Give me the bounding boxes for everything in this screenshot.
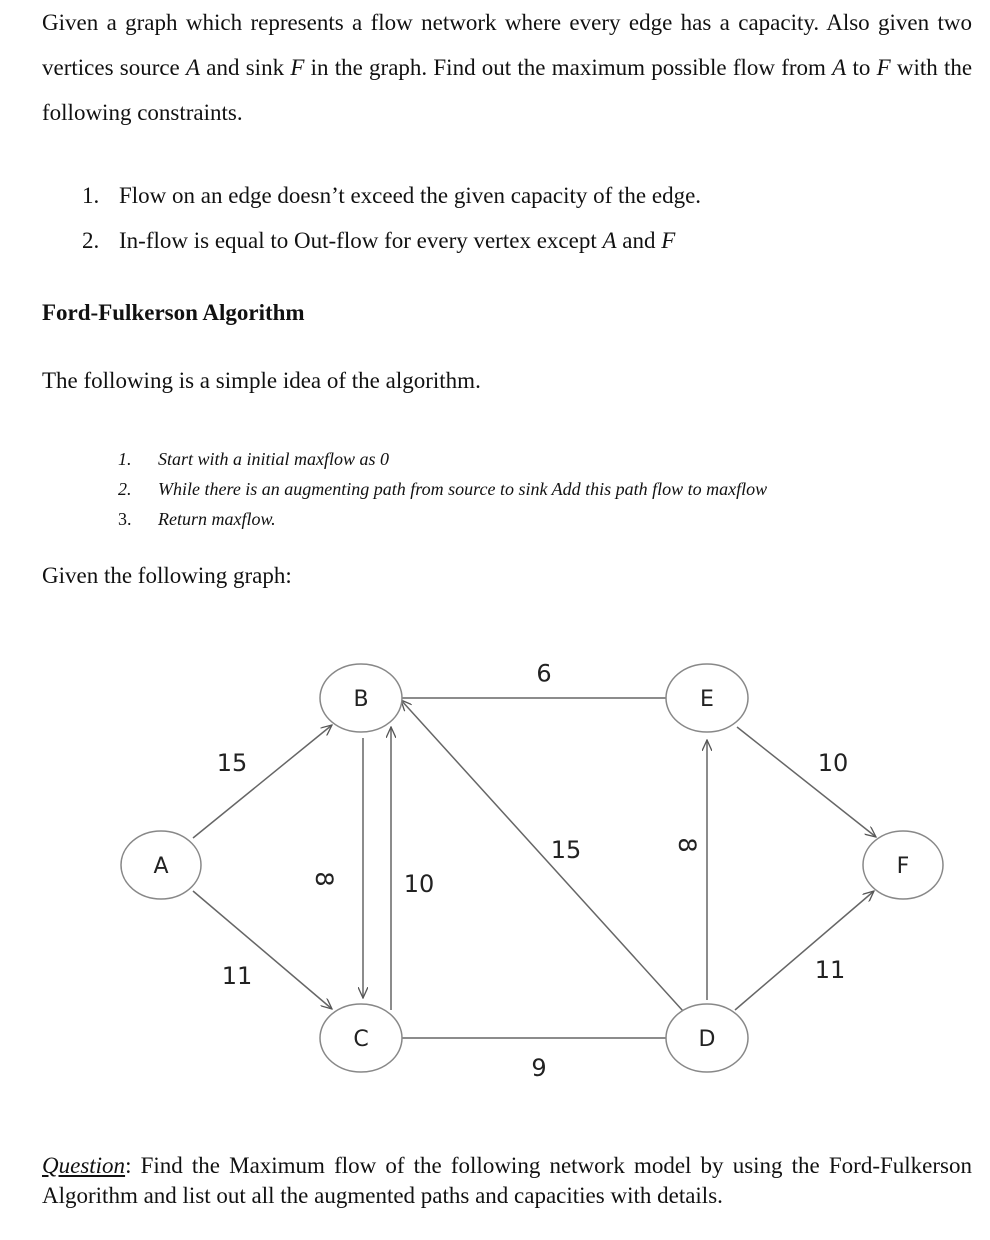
given-graph-text: Given the following graph: <box>42 563 292 588</box>
node-c-label: C <box>353 1027 369 1052</box>
intro-from-var: A <box>832 55 847 80</box>
edge-label-c-d: 9 <box>531 1054 547 1082</box>
question-paragraph <box>42 1151 972 1211</box>
node-f-label: F <box>896 854 910 879</box>
section-heading: Ford-Fulkerson Algorithm <box>42 300 305 325</box>
step-number: 1. <box>118 449 132 469</box>
node-b-label: B <box>353 687 369 712</box>
edge-label-c-b: 10 <box>403 870 435 898</box>
intro-text-5: with the following constraints. <box>42 55 973 125</box>
question-label: Question <box>42 1153 126 1178</box>
edge-label-b-c: 8 <box>310 871 338 887</box>
constraint-text: Flow on an edge doesn’t exceed the given capacity of the edge. <box>119 183 702 208</box>
intro-text-3: in the graph. Find out the maximum possible flow from <box>310 55 826 80</box>
node-e-label: E <box>700 687 714 712</box>
step-number: 2. <box>118 479 132 499</box>
edge-d-b <box>401 700 683 1011</box>
edge-label-b-e: 9 <box>536 658 552 686</box>
edge-label-e-f: 10 <box>817 749 849 777</box>
intro-to-var: F <box>876 55 891 80</box>
edge-a-b <box>193 725 332 838</box>
node-a-label: A <box>153 854 169 879</box>
edge-a-c <box>193 891 332 1009</box>
constraint-var-f: F <box>661 228 676 253</box>
edge-label-d-f: 11 <box>814 956 846 984</box>
edge-label-a-b: 15 <box>216 749 248 777</box>
intro-sink-var: F <box>290 55 305 80</box>
step-text: While there is an augmenting path from source to sink Add this path flow to maxflow <box>158 479 768 499</box>
constraint-var-a: A <box>602 228 617 253</box>
step-text: Return maxflow. <box>158 509 276 529</box>
step-number: 3. <box>118 509 132 529</box>
intro-text-2: and sink <box>206 55 285 80</box>
question-text: : Find the Maximum flow of the following network model by using the Ford-Fulkerson Algorithm and list out all the augmented paths and capacities with details. <box>42 1153 972 1208</box>
simple-idea-text: The following is a simple idea of the algorithm. <box>42 368 481 393</box>
constraint-and: and <box>622 228 656 253</box>
node-d-label: D <box>698 1027 716 1052</box>
intro-source-var: A <box>186 55 201 80</box>
edge-d-f <box>735 891 874 1010</box>
constraint-text-main: In-flow is equal to Out-flow for every vertex except <box>119 228 597 253</box>
edge-label-a-c: 11 <box>221 962 253 990</box>
edge-label-d-b: 15 <box>550 836 582 864</box>
intro-text-1: Given a graph which represents a flow network where every edge has a capacity. Also given two vertices source <box>42 10 972 80</box>
edge-label-d-e: 8 <box>673 837 701 853</box>
constraint-number: 1. <box>82 183 100 208</box>
step-text: Start with a initial maxflow as 0 <box>158 449 390 469</box>
intro-text-4: to <box>852 55 871 80</box>
edge-e-f <box>737 727 876 837</box>
constraint-number: 2. <box>82 228 100 253</box>
